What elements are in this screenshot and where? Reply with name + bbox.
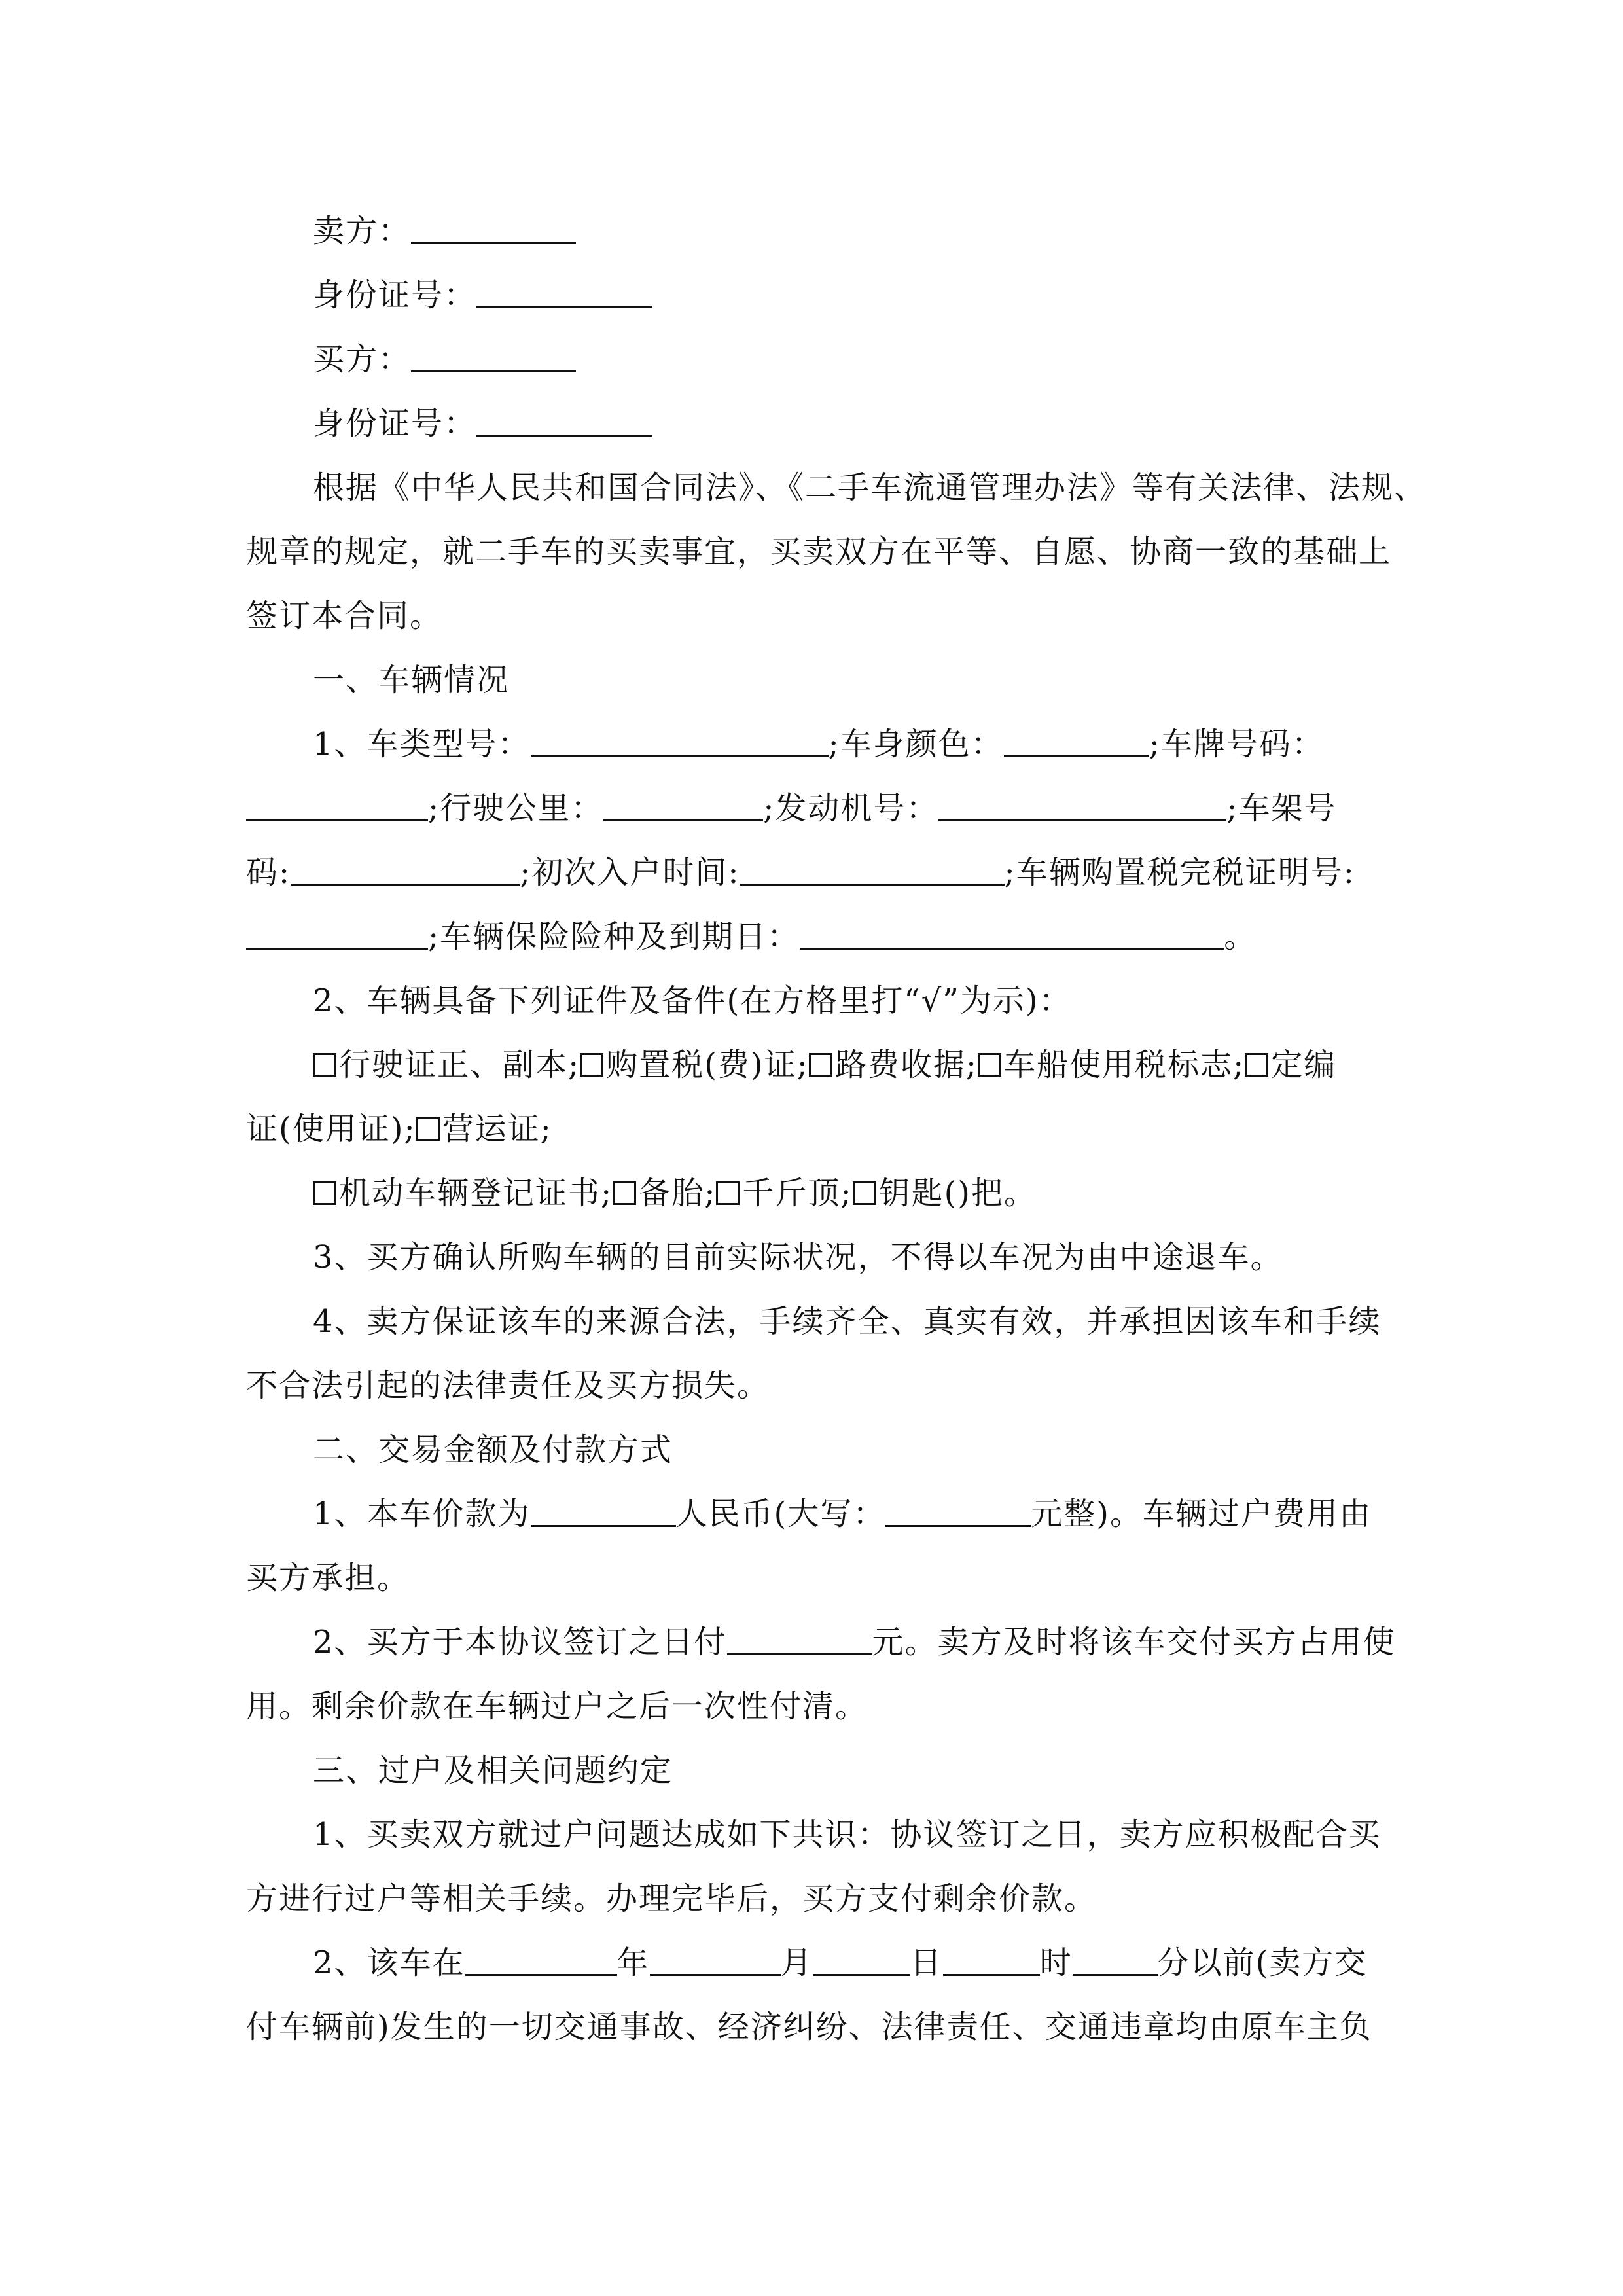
section1-item4-line2: 不合法引起的法律责任及买方损失。 bbox=[246, 1367, 770, 1404]
price-label: 1、本车价款为 bbox=[313, 1496, 531, 1532]
buyer-id-line bbox=[313, 392, 652, 455]
section1-title: 一、车辆情况 bbox=[313, 662, 510, 698]
hour-blank[interactable] bbox=[943, 1943, 1040, 1976]
section3-title: 三、过户及相关问题约定 bbox=[313, 1752, 673, 1789]
jack-label: 千斤顶; bbox=[742, 1175, 853, 1211]
price-capital-blank[interactable] bbox=[885, 1494, 1031, 1527]
frame-number-blank[interactable] bbox=[291, 852, 520, 886]
deposit-label: 2、买方于本协议签订之日付 bbox=[313, 1624, 727, 1660]
month-label: 月 bbox=[780, 1945, 813, 1981]
vehicle-color-label: ;车身颜色： bbox=[828, 726, 1004, 762]
insurance-blank[interactable] bbox=[800, 916, 1224, 950]
purchase-tax-cert-label: ;车辆购置税完税证明号: bbox=[1004, 854, 1355, 891]
section3-item2-line1 bbox=[313, 1931, 1367, 1994]
mileage-blank[interactable] bbox=[603, 788, 763, 821]
section3-item1-line2: 方进行过户等相关手续。办理完毕后，买方支付剩余价款。 bbox=[246, 1880, 1097, 1917]
section1-item3: 3、买方确认所购车辆的目前实际状况，不得以车况为由中途退车。 bbox=[313, 1239, 1283, 1276]
checkbox-jack[interactable] bbox=[716, 1181, 740, 1205]
section1-item1-line3 bbox=[246, 841, 1355, 904]
buyer-id-label: 身份证号： bbox=[313, 405, 477, 442]
intro-line-1: 根据《中华人民共和国合同法》、《二手车流通管理办法》等有关法律、法规、 bbox=[313, 469, 1427, 506]
section2-item2-line2: 用。剩余价款在车辆过户之后一次性付清。 bbox=[246, 1688, 868, 1725]
seller-blank[interactable] bbox=[411, 211, 576, 244]
price-capital-label: 人民币(大写： bbox=[675, 1496, 886, 1532]
section1-item2-line1 bbox=[313, 1033, 1336, 1096]
seating-cert-label: 定编 bbox=[1271, 1047, 1337, 1083]
checkbox-seating-cert[interactable] bbox=[1245, 1053, 1268, 1077]
first-registration-blank[interactable] bbox=[740, 852, 1005, 886]
section1-item1-line4 bbox=[246, 905, 1257, 968]
vehicle-color-blank[interactable] bbox=[1004, 724, 1149, 757]
vehicle-model-blank[interactable] bbox=[531, 724, 829, 757]
vehicle-model-label: 1、车类型号： bbox=[313, 726, 531, 762]
minute-blank[interactable] bbox=[1073, 1943, 1158, 1976]
seller-id-blank[interactable] bbox=[476, 275, 652, 308]
engine-number-label: ;发动机号： bbox=[763, 790, 939, 827]
transfer-fee-text: 元整)。车辆过户费用由 bbox=[1031, 1496, 1372, 1532]
section1-item2-line3 bbox=[313, 1162, 1037, 1225]
intro-line-2: 规章的规定，就二手车的买卖事宜，买卖双方在平等、自愿、协商一致的基础上 bbox=[246, 533, 1392, 570]
price-blank[interactable] bbox=[531, 1494, 676, 1527]
seller-label: 卖方： bbox=[313, 213, 412, 249]
section1-item2-line2 bbox=[246, 1098, 552, 1160]
year-blank[interactable] bbox=[465, 1943, 617, 1976]
seller-id-line bbox=[313, 264, 652, 327]
checkbox-vessel-tax[interactable] bbox=[978, 1053, 1001, 1077]
section1-item2-intro: 2、车辆具备下列证件及备件(在方格里打“√”为示)： bbox=[313, 982, 1072, 1019]
frame-number-label: ;车架号 bbox=[1226, 790, 1337, 827]
section1-item1-line1 bbox=[313, 713, 1325, 776]
section3-item1-line1: 1、买卖双方就过户问题达成如下共识：协议签订之日，卖方应积极配合买 bbox=[313, 1816, 1382, 1853]
deposit-text: 元。卖方及时将该车交付买方占用使 bbox=[872, 1624, 1396, 1660]
year-label: 年 bbox=[616, 1945, 650, 1981]
purchase-tax-cert-blank[interactable] bbox=[246, 916, 428, 950]
engine-number-blank[interactable] bbox=[938, 788, 1226, 821]
checkbox-purchase-tax[interactable] bbox=[580, 1053, 603, 1077]
frame-number-label-cont: 码: bbox=[246, 854, 291, 891]
day-label: 日 bbox=[910, 1945, 943, 1981]
plate-number-label: ;车牌号码： bbox=[1149, 726, 1325, 762]
keys-label: 钥匙()把。 bbox=[878, 1175, 1037, 1211]
plate-number-blank[interactable] bbox=[246, 788, 428, 821]
section2-item2-line1 bbox=[313, 1611, 1396, 1674]
registration-cert-label: 机动车辆登记证书; bbox=[339, 1175, 613, 1211]
spare-tire-label: 备胎; bbox=[639, 1175, 717, 1211]
section2-item1-line1 bbox=[313, 1482, 1372, 1545]
month-blank[interactable] bbox=[650, 1943, 781, 1976]
checkbox-toll-receipt[interactable] bbox=[809, 1053, 832, 1077]
section1-item4-line1: 4、卖方保证该车的来源合法，手续齐全、真实有效，并承担因该车和手续 bbox=[313, 1303, 1382, 1340]
deadline-label: 2、该车在 bbox=[313, 1945, 465, 1981]
checkbox-keys[interactable] bbox=[853, 1181, 876, 1205]
driving-license-label: 行驶证正、副本; bbox=[339, 1047, 580, 1083]
operating-cert-label: 营运证; bbox=[442, 1111, 552, 1147]
seller-id-label: 身份证号： bbox=[313, 277, 477, 314]
hour-label: 时 bbox=[1039, 1945, 1073, 1981]
section1-item1-line2 bbox=[246, 777, 1337, 840]
buyer-label: 买方： bbox=[313, 341, 412, 378]
intro-line-3: 签订本合同。 bbox=[246, 598, 443, 634]
seller-line bbox=[313, 200, 576, 262]
buyer-line bbox=[313, 328, 576, 391]
minute-text: 分以前(卖方交 bbox=[1157, 1945, 1368, 1981]
seating-cert-label-cont: 证(使用证); bbox=[246, 1111, 416, 1147]
mileage-label: ;行驶公里： bbox=[428, 790, 604, 827]
day-blank[interactable] bbox=[813, 1943, 910, 1976]
checkbox-operating-cert[interactable] bbox=[416, 1117, 440, 1141]
purchase-tax-label: 购置税(费)证; bbox=[606, 1047, 809, 1083]
checkbox-driving-license[interactable] bbox=[313, 1053, 336, 1077]
section2-item1-line2: 买方承担。 bbox=[246, 1560, 410, 1596]
checkbox-registration-cert[interactable] bbox=[313, 1181, 336, 1205]
toll-receipt-label: 路费收据; bbox=[834, 1047, 978, 1083]
deposit-blank[interactable] bbox=[727, 1622, 872, 1655]
buyer-id-blank[interactable] bbox=[476, 403, 652, 437]
checkbox-spare-tire[interactable] bbox=[613, 1181, 636, 1205]
first-registration-label: ;初次入户时间: bbox=[520, 854, 740, 891]
buyer-blank[interactable] bbox=[411, 339, 576, 372]
section2-title: 二、交易金额及付款方式 bbox=[313, 1431, 673, 1468]
vessel-tax-label: 车船使用税标志; bbox=[1004, 1047, 1245, 1083]
section3-item2-line2: 付车辆前)发生的一切交通事故、经济纠纷、法律责任、交通违章均由原车主负 bbox=[246, 2009, 1372, 2045]
insurance-label: ;车辆保险险种及到期日： bbox=[428, 918, 800, 955]
item1-end: 。 bbox=[1224, 918, 1257, 955]
